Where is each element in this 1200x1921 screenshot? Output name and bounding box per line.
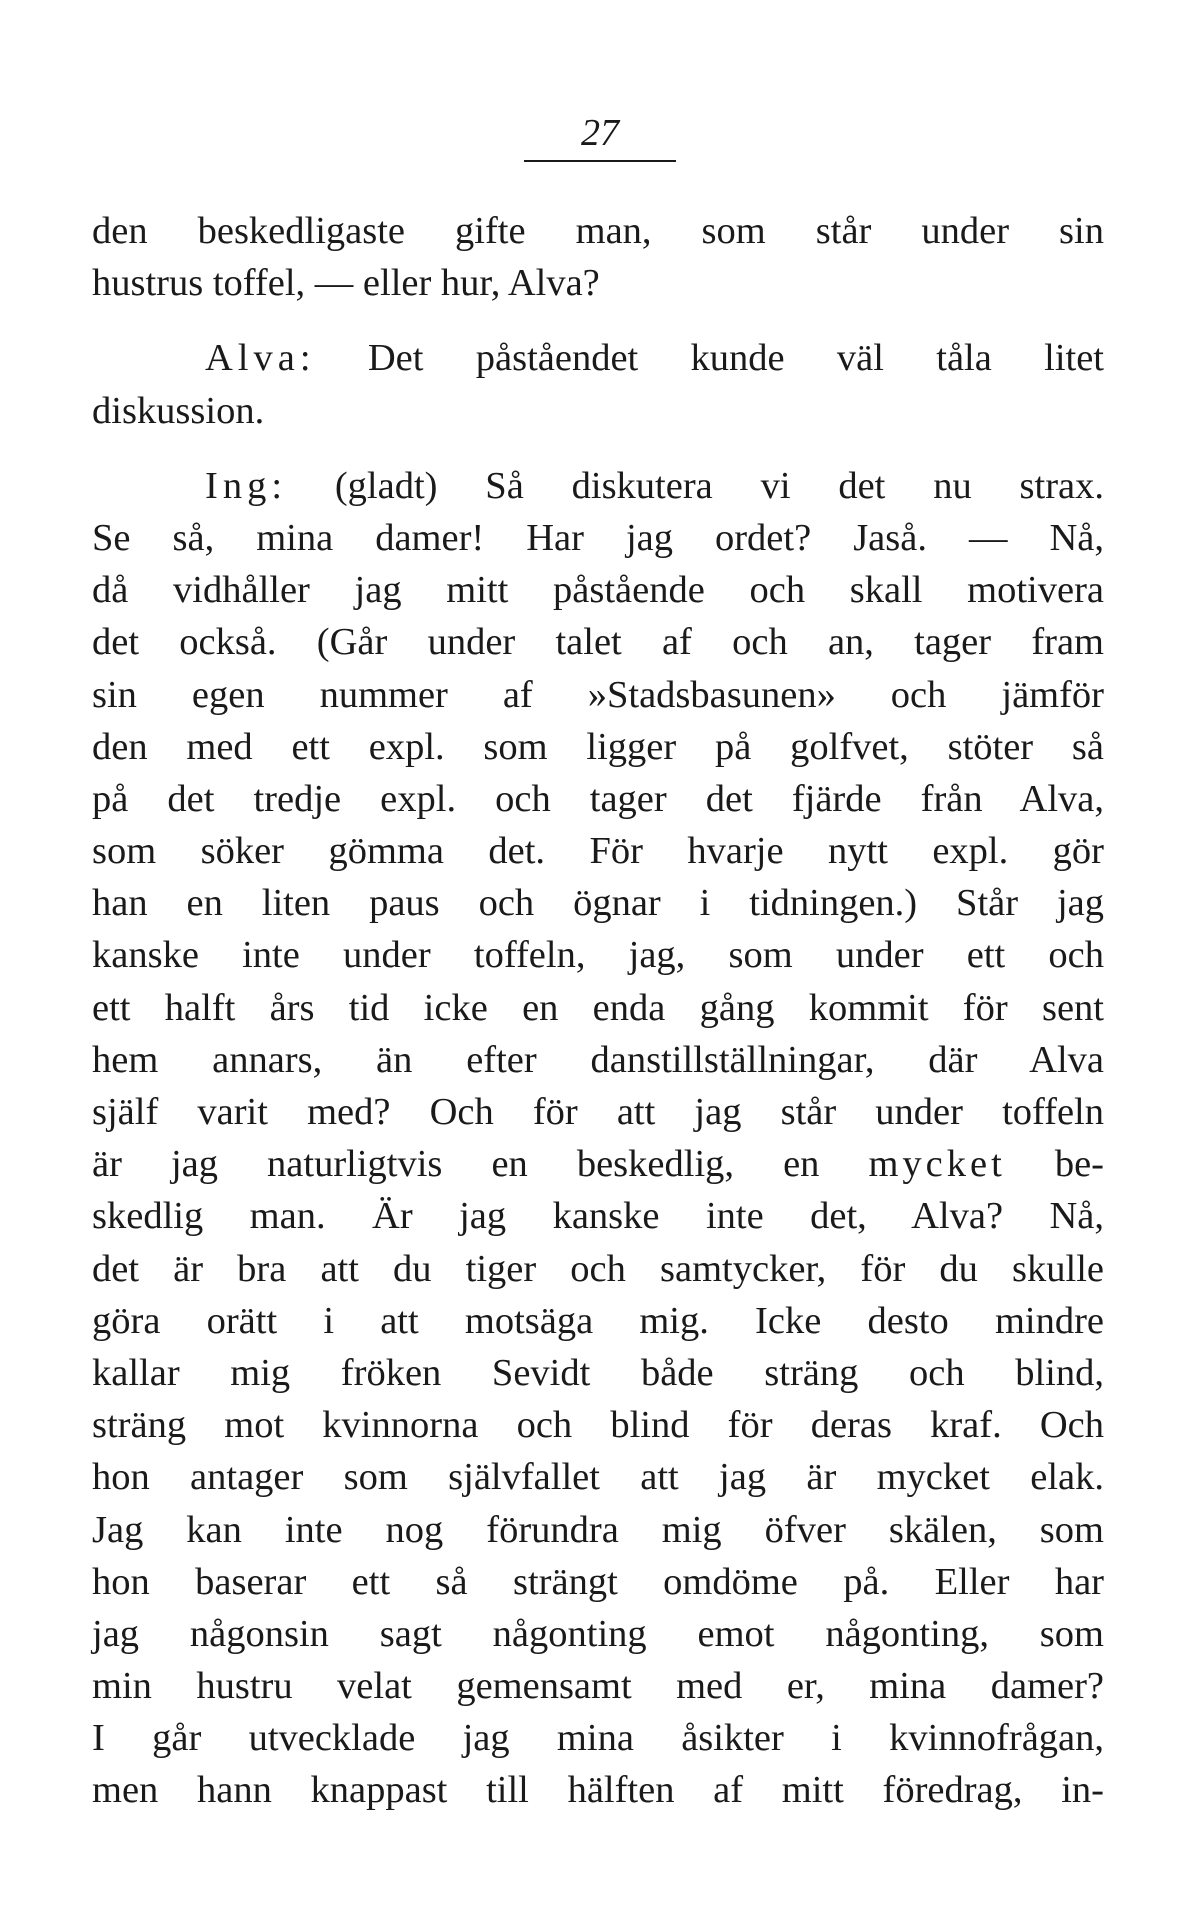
text-line: kallar mig fröken Sevidt både sträng och blind, (92, 1351, 1104, 1394)
line-text: (gladt) Så diskutera vi det nu strax. (334, 464, 1104, 507)
text-body (92, 205, 1104, 1817)
text-line: hem annars, än efter danstillställningar, där Alva (92, 1038, 1104, 1081)
dialogue-line (92, 332, 1104, 384)
text-line: skedlig man. Är jag kanske inte det, Alva? Nå, (92, 1195, 1104, 1238)
text-line: hon antager som självfallet att jag är mycket elak. (92, 1456, 1104, 1499)
text-line: Se så, mina damer! Har jag ordet? Jaså. — Nå, (92, 516, 1104, 559)
line-text: är jag naturligtvis en beskedlig, en (92, 1143, 869, 1186)
line-text: be- (1005, 1143, 1104, 1186)
page-number-rule (524, 160, 676, 162)
text-line: Jag kan inte nog förundra mig öfver skälen, som (92, 1508, 1104, 1551)
text-line: men hann knappast till hälften af mitt föredrag, in- (92, 1769, 1104, 1812)
speaker-name: Ing: (205, 464, 288, 507)
text-line: själf varit med? Och för att jag står under toffeln (92, 1091, 1104, 1133)
dialogue-line (92, 460, 1104, 512)
text-line: hon baserar ett så strängt omdöme på. Eller har (92, 1560, 1104, 1603)
emphasized-word: mycket (868, 1143, 1006, 1186)
text-line: göra orätt i att motsäga mig. Icke desto mindre (92, 1299, 1104, 1342)
text-line: I går utvecklade jag mina åsikter i kvinnofrågan, (92, 1717, 1104, 1760)
text-line: då vidhåller jag mitt påstående och skall motivera (92, 569, 1104, 612)
text-line: han en liten paus och ögnar i tidningen.) Står jag (92, 882, 1104, 925)
paragraph-gap (92, 437, 1104, 460)
text-line: den med ett expl. som ligger på golfvet, stöter så (92, 725, 1104, 768)
text-line: den beskedligaste gifte man, som står under sin (92, 210, 1104, 252)
text-line: diskussion. (92, 389, 265, 432)
text-line: på det tredje expl. och tager det fjärde från Alva, (92, 777, 1104, 820)
text-line: som söker gömma det. För hvarje nytt expl. gör (92, 830, 1104, 873)
text-line: min hustru velat gemensamt med er, mina damer? (92, 1665, 1104, 1708)
text-line: sträng mot kvinnorna och blind för deras kraf. Och (92, 1404, 1104, 1447)
text-line: hustrus toffel, — eller hur, Alva? (92, 262, 600, 305)
paragraph-gap (92, 309, 1104, 332)
text-line: kanske inte under toffeln, jag, som under ett och (92, 934, 1104, 977)
text-line (92, 1138, 1104, 1190)
text-line: det är bra att du tiger och samtycker, för du skulle (92, 1247, 1104, 1290)
speaker-name: Alva: (205, 337, 316, 380)
text-line: sin egen nummer af »Stadsbasunen» och jämför (92, 673, 1104, 716)
page-number: 27 (581, 112, 619, 154)
text-line: det också. (Går under talet af och an, tager fram (92, 621, 1104, 664)
text-line: ett halft års tid icke en enda gång kommit för sent (92, 986, 1104, 1029)
text-line: jag någonsin sagt någonting emot någonting, som (92, 1612, 1104, 1655)
line-text: Det påståendet kunde väl tåla litet (367, 337, 1105, 380)
